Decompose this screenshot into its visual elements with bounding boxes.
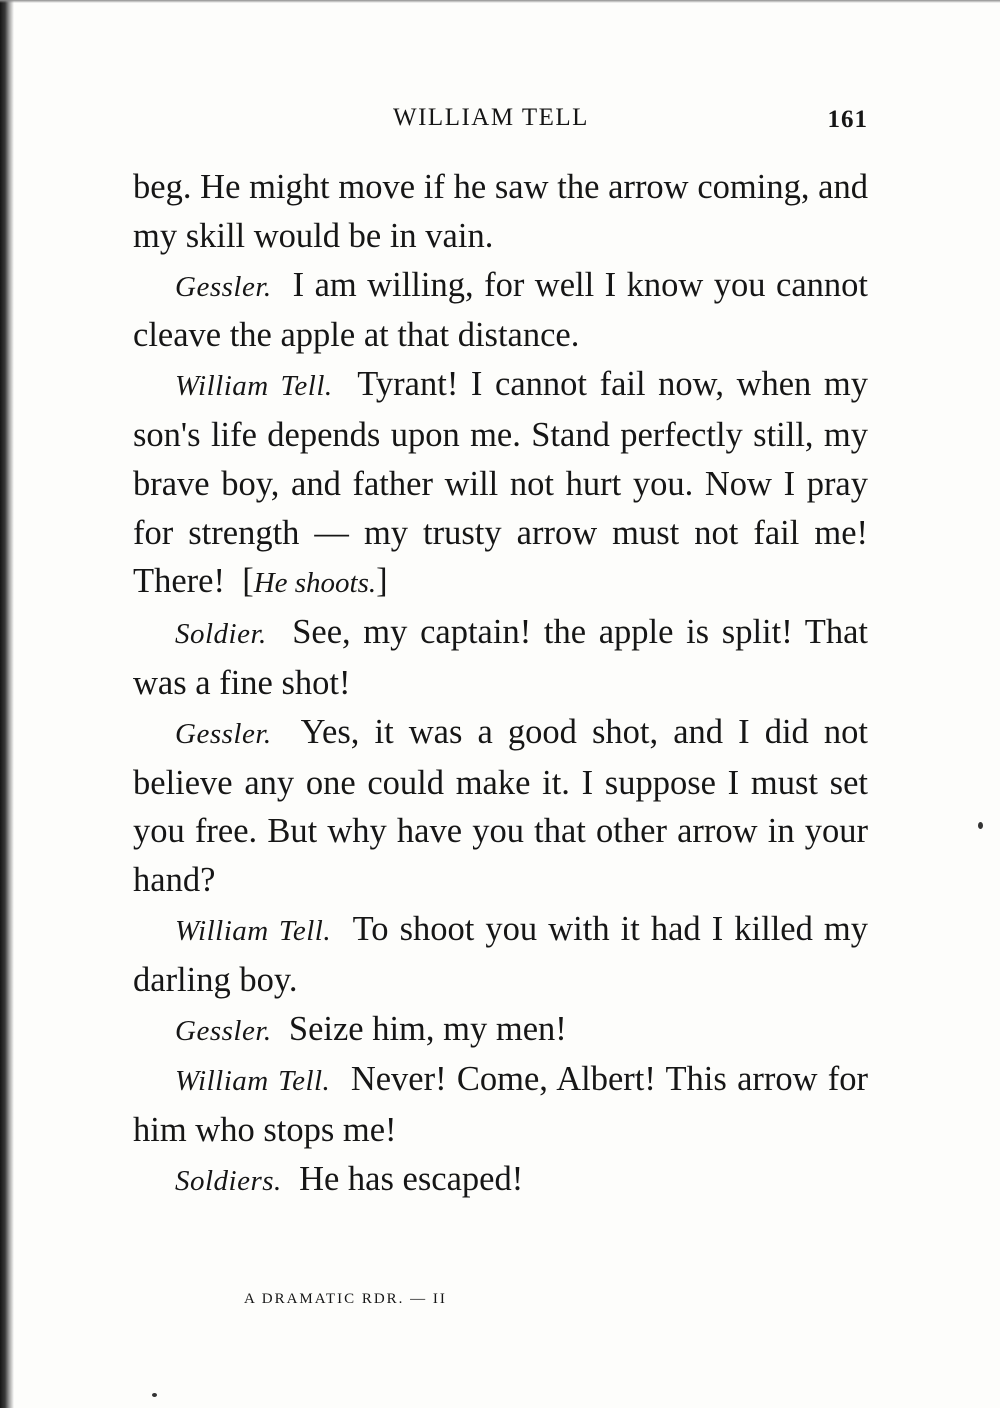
page-body: [133, 163, 868, 1206]
running-header: [133, 102, 868, 142]
dialogue-line: [133, 1005, 868, 1056]
speaker-name: William Tell.: [175, 370, 333, 403]
speaker-name: Soldiers.: [175, 1164, 282, 1197]
dialogue-line: [133, 905, 868, 1005]
dialogue-text: To shoot you with it had I killed my darling boy.: [133, 909, 868, 999]
paragraph-continuation: [133, 163, 868, 261]
dialogue-text: Seize him, my men!: [288, 1009, 567, 1048]
speaker-name: Gessler.: [175, 270, 272, 303]
dialogue-line: [133, 608, 868, 708]
scan-speck: [152, 1393, 157, 1397]
speaker-name: Gessler.: [175, 717, 272, 750]
page-number: 161: [827, 106, 868, 133]
dialogue-line: [133, 1155, 868, 1206]
page-top-edge: [0, 0, 1000, 3]
speaker-name: Soldier.: [175, 618, 267, 651]
printer-signature: A DRAMATIC RDR. — II: [244, 1291, 447, 1307]
dialogue-text: Yes, it was a good shot, and I did not believe any one could make it. I suppose I must set you free. But why have you that other arrow in your hand?: [133, 712, 868, 900]
dialogue-text: Never! Come, Albert! This arrow for him who stops me!: [133, 1060, 869, 1150]
running-title: WILLIAM TELL: [393, 104, 589, 131]
dialogue-line: [133, 261, 868, 361]
scan-speck: [978, 822, 983, 829]
dialogue-line: [133, 360, 868, 608]
speaker-name: Gessler.: [175, 1014, 272, 1047]
speaker-name: William Tell.: [175, 914, 332, 947]
dialogue-line: [133, 1055, 868, 1155]
dialogue-text: Tyrant! I cannot fail now, when my son's life depends upon me. Stand perfectly still, my brave boy, and father will not hurt you. Now I pray for strength — my trusty arrow must not fail me! There!: [133, 365, 868, 601]
paragraph-text: beg. He might move if he saw the arrow coming, and my skill would be in vain.: [133, 168, 868, 255]
stage-direction: [He shoots.]: [242, 562, 388, 601]
dialogue-text: I am willing, for well I know you cannot cleave the apple at that distance.: [133, 265, 868, 355]
dialogue-line: [133, 708, 868, 905]
dialogue-text: He has escaped!: [299, 1159, 524, 1198]
page-binding-edge: [0, 0, 14, 1408]
speaker-name: William Tell.: [175, 1065, 331, 1098]
dialogue-text: See, my captain! the apple is split! That was a fine shot!: [133, 613, 868, 702]
stage-direction-text: He shoots.: [253, 567, 377, 600]
